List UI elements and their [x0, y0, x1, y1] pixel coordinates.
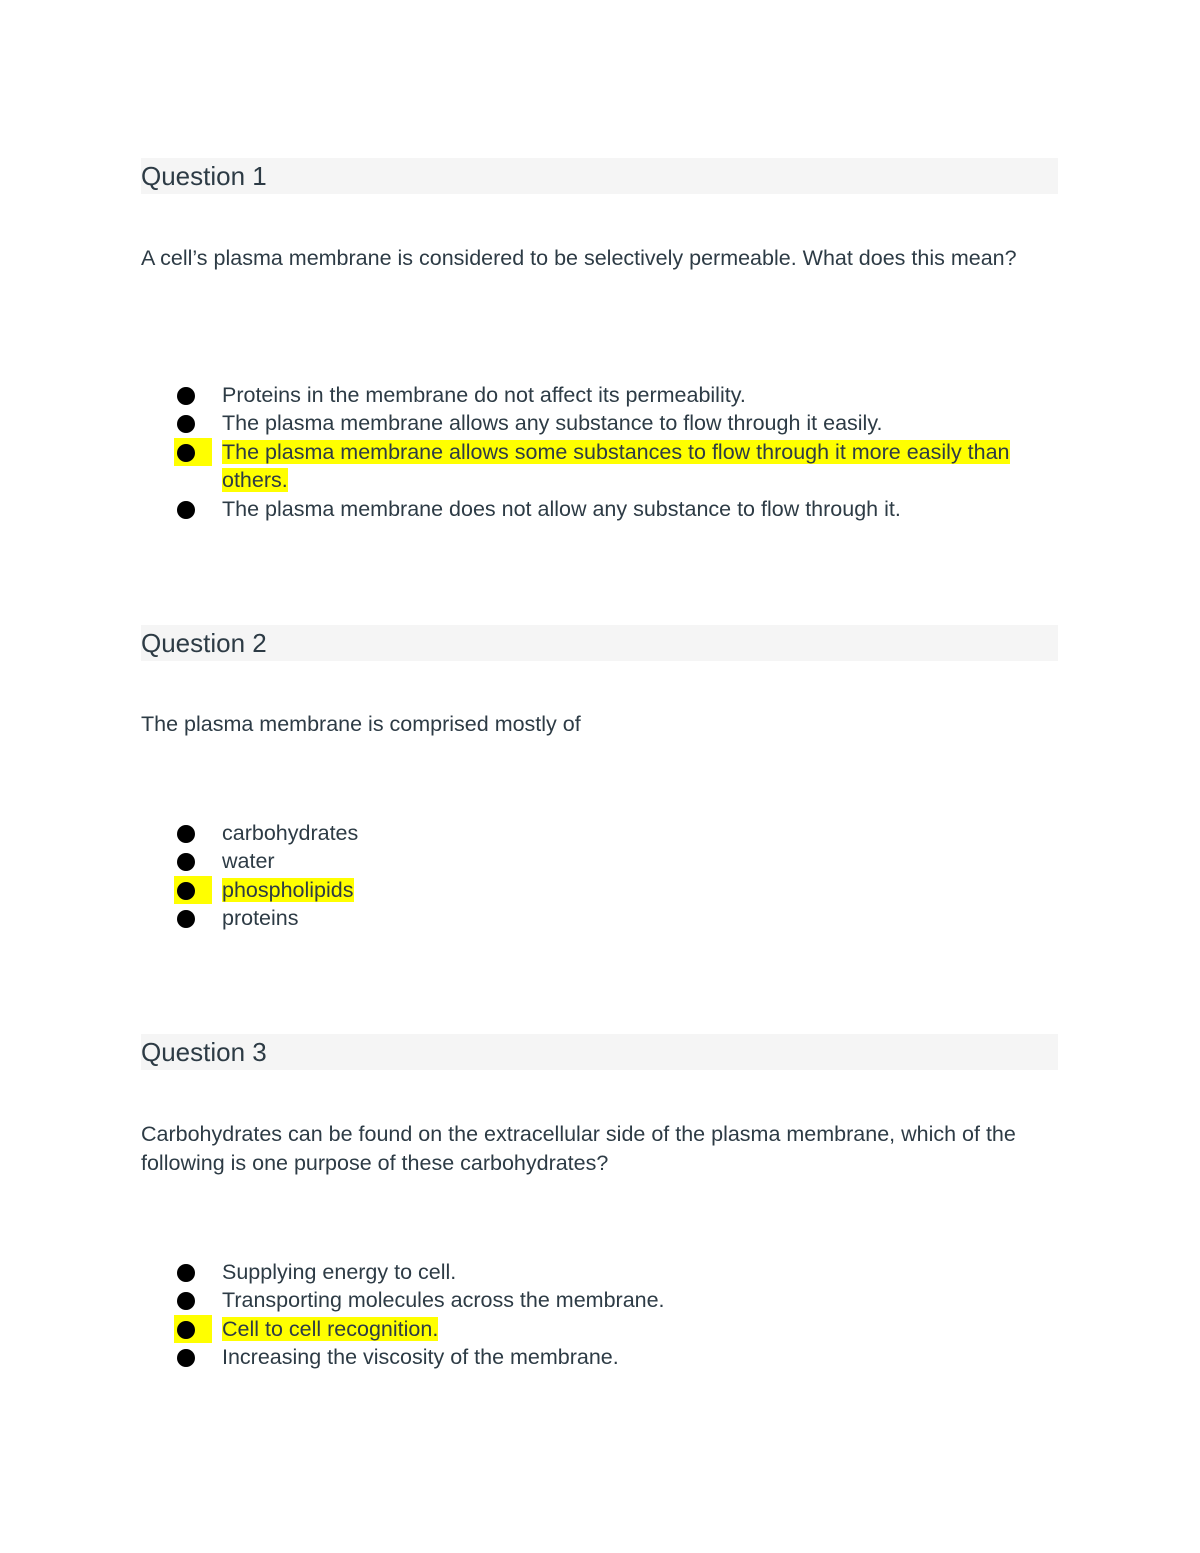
answer-text: Transporting molecules across the membrane. [222, 1288, 665, 1313]
answer-option-correct[interactable] [0, 1315, 1200, 1343]
question-title: Question 3 [141, 1037, 267, 1067]
answer-option[interactable] [0, 904, 1200, 932]
question-3-answers [0, 1258, 1200, 1372]
answer-text: Cell to cell recognition. [222, 1316, 439, 1341]
question-2-header [141, 625, 1058, 661]
answer-option[interactable] [0, 1258, 1200, 1286]
question-2-prompt: The plasma membrane is comprised mostly of [141, 712, 581, 736]
answer-option[interactable] [0, 847, 1200, 875]
answer-text: The plasma membrane allows any substance to flow through it easily. [222, 411, 883, 436]
answer-text: water [222, 849, 275, 874]
answer-option[interactable] [0, 819, 1200, 847]
answer-text: Increasing the viscosity of the membrane. [222, 1345, 619, 1370]
question-title: Question 1 [141, 161, 267, 191]
bullet-icon [177, 1321, 195, 1339]
question-title: Question 2 [141, 628, 267, 658]
bullet-icon [177, 1349, 195, 1367]
question-3-header [141, 1034, 1058, 1070]
bullet-icon [177, 910, 195, 928]
answer-text: Proteins in the membrane do not affect its permeability. [222, 383, 746, 407]
answer-text: proteins [222, 906, 299, 931]
bullet-icon [177, 1292, 195, 1310]
question-1-answers [0, 381, 1200, 523]
bullet-icon [177, 1264, 195, 1282]
answer-text: The plasma membrane allows some substances to flow through it more easily than others. [222, 439, 1010, 493]
bullet-icon [177, 882, 195, 900]
answer-option[interactable] [0, 1343, 1200, 1371]
answer-text: carbohydrates [222, 821, 359, 845]
question-1-prompt: A cell’s plasma membrane is considered to be selectively permeable. What does this mean? [141, 246, 1017, 270]
bullet-icon [177, 853, 195, 871]
bullet-icon [177, 444, 195, 462]
question-3-prompt: Carbohydrates can be found on the extracellular side of the plasma membrane, which of the following is one purpose of these carbohydrates? [141, 1122, 1016, 1175]
answer-option-correct[interactable] [0, 876, 1200, 904]
bullet-icon [177, 415, 195, 433]
answer-option[interactable] [0, 1286, 1200, 1314]
question-1-header [141, 158, 1058, 194]
answer-option-correct[interactable] [0, 438, 1200, 495]
bullet-icon [177, 387, 195, 405]
answer-option[interactable] [0, 495, 1200, 523]
question-2-answers [0, 819, 1200, 933]
answer-text: Supplying energy to cell. [222, 1260, 457, 1284]
bullet-icon [177, 501, 195, 519]
answer-option[interactable] [0, 409, 1200, 437]
answer-option[interactable] [0, 381, 1200, 409]
answer-text: The plasma membrane does not allow any substance to flow through it. [222, 496, 901, 521]
bullet-icon [177, 825, 195, 843]
answer-text: phospholipids [222, 877, 354, 902]
